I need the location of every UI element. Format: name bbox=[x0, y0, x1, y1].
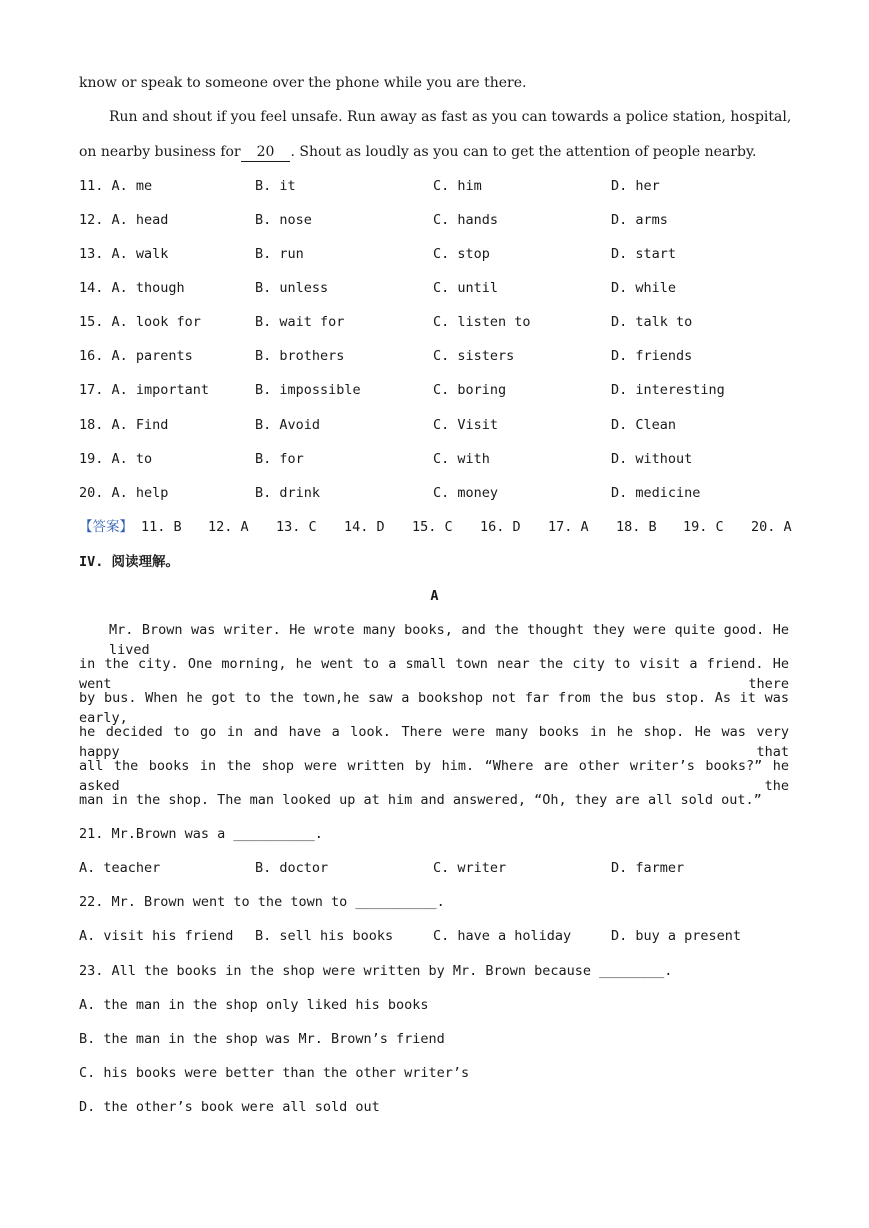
option-b: B. Avoid bbox=[255, 417, 321, 433]
option-c: C. Visit bbox=[433, 417, 499, 433]
question-number: 13. bbox=[79, 246, 104, 262]
answer-blank: 20 bbox=[241, 143, 291, 162]
passage-line: Run and shout if you feel unsafe. Run away as fast as you can towards a police station, hospital, bbox=[109, 109, 792, 125]
answer-key bbox=[79, 517, 791, 537]
option-a bbox=[79, 449, 152, 469]
option-c: C. hands bbox=[433, 212, 499, 228]
option-d: D. farmer bbox=[611, 860, 685, 876]
passage-line: know or speak to someone over the phone while you are there. bbox=[79, 75, 527, 91]
option-a bbox=[79, 380, 209, 400]
question-number: 12. bbox=[79, 212, 104, 228]
option-d: D. arms bbox=[611, 212, 668, 228]
answer-item: 18. B bbox=[616, 519, 657, 535]
option-d: D. buy a present bbox=[611, 928, 742, 944]
option-a: A. visit his friend bbox=[79, 928, 234, 944]
option-text: A. help bbox=[111, 485, 169, 501]
question-row bbox=[79, 346, 799, 366]
option-c: C. his books were better than the other writer’s bbox=[79, 1065, 470, 1081]
option-c: C. sisters bbox=[433, 348, 515, 364]
question-number: 11. bbox=[79, 178, 104, 194]
answer-item: 14. D bbox=[344, 519, 385, 535]
section-heading: IV. 阅读理解。 bbox=[79, 554, 180, 570]
passage-line: man in the shop. The man looked up at him and answered, “Oh, they are all sold out.” bbox=[79, 792, 762, 808]
option-c: C. have a holiday bbox=[433, 928, 572, 944]
question-row bbox=[79, 380, 799, 400]
question-row bbox=[79, 278, 799, 298]
option-d: D. the other’s book were all sold out bbox=[79, 1099, 380, 1115]
option-b: B. for bbox=[255, 451, 304, 467]
option-text: A. though bbox=[111, 280, 185, 296]
option-a bbox=[79, 415, 168, 435]
question-stem: 21. Mr.Brown was a __________. bbox=[79, 826, 323, 842]
option-text: A. walk bbox=[111, 246, 169, 262]
option-d: D. without bbox=[611, 451, 693, 467]
option-b: B. drink bbox=[255, 485, 321, 501]
option-text: A. important bbox=[111, 382, 210, 398]
question-stem: 23. All the books in the shop were written by Mr. Brown because ________. bbox=[79, 963, 673, 979]
answer-item: 17. A bbox=[548, 519, 589, 535]
option-text: A. parents bbox=[111, 348, 193, 364]
option-b: B. unless bbox=[255, 280, 329, 296]
option-text: A. to bbox=[111, 451, 153, 467]
option-text: A. look for bbox=[111, 314, 201, 330]
option-d: D. start bbox=[611, 246, 677, 262]
text-segment: on nearby business for bbox=[79, 144, 241, 160]
answer-item: 11. B bbox=[141, 519, 182, 535]
option-b: B. run bbox=[255, 246, 304, 262]
answer-item: 13. C bbox=[276, 519, 317, 535]
question-number: 16. bbox=[79, 348, 104, 364]
passage-line: in the city. One morning, he went to a small town near the city to visit a friend. He went there bbox=[79, 656, 789, 692]
option-a bbox=[79, 210, 168, 230]
passage-line: by bus. When he got to the town,he saw a bookshop not far from the bus stop. As it was early, bbox=[79, 690, 789, 726]
question-row bbox=[79, 244, 799, 264]
question-row bbox=[79, 483, 799, 503]
option-c: C. him bbox=[433, 178, 482, 194]
option-c: C. listen to bbox=[433, 314, 531, 330]
question-row bbox=[79, 415, 799, 435]
option-a: A. teacher bbox=[79, 860, 161, 876]
text-segment: . Shout as loudly as you can to get the attention of people nearby. bbox=[290, 144, 757, 160]
passage-line bbox=[79, 142, 756, 162]
question-number: 15. bbox=[79, 314, 104, 330]
option-a bbox=[79, 244, 168, 264]
option-b: B. nose bbox=[255, 212, 312, 228]
option-b: B. it bbox=[255, 178, 296, 194]
question-number: 20. bbox=[79, 485, 104, 501]
question-number: 17. bbox=[79, 382, 104, 398]
option-d: D. her bbox=[611, 178, 660, 194]
answer-item: 19. C bbox=[683, 519, 724, 535]
passage-line: Mr. Brown was writer. He wrote many books, and the thought they were quite good. He lived bbox=[109, 622, 789, 658]
question-options bbox=[79, 926, 799, 946]
question-row bbox=[79, 312, 799, 332]
answer-item: 20. A bbox=[751, 519, 792, 535]
question-number: 19. bbox=[79, 451, 104, 467]
option-c: C. money bbox=[433, 485, 499, 501]
option-b: B. the man in the shop was Mr. Brown’s friend bbox=[79, 1031, 445, 1047]
option-c: C. until bbox=[433, 280, 499, 296]
option-a bbox=[79, 176, 152, 196]
option-text: A. Find bbox=[111, 417, 169, 433]
answer-item: 16. D bbox=[480, 519, 521, 535]
option-b: B. doctor bbox=[255, 860, 329, 876]
option-a bbox=[79, 312, 201, 332]
option-b: B. wait for bbox=[255, 314, 345, 330]
option-b: B. sell his books bbox=[255, 928, 394, 944]
option-a bbox=[79, 346, 193, 366]
option-d: D. friends bbox=[611, 348, 693, 364]
option-text: A. me bbox=[111, 178, 153, 194]
question-number: 18. bbox=[79, 417, 104, 433]
option-a bbox=[79, 278, 185, 298]
option-a bbox=[79, 483, 168, 503]
option-b: B. impossible bbox=[255, 382, 361, 398]
option-c: C. stop bbox=[433, 246, 490, 262]
question-stem: 22. Mr. Brown went to the town to __________. bbox=[79, 894, 445, 910]
option-c: C. boring bbox=[433, 382, 507, 398]
option-d: D. while bbox=[611, 280, 677, 296]
answer-item: 12. A bbox=[208, 519, 249, 535]
option-d: D. talk to bbox=[611, 314, 693, 330]
passage-label: A bbox=[430, 588, 439, 604]
answer-item: 15. C bbox=[412, 519, 453, 535]
option-c: C. with bbox=[433, 451, 490, 467]
option-d: D. medicine bbox=[611, 485, 701, 501]
question-row bbox=[79, 449, 799, 469]
option-d: D. Clean bbox=[611, 417, 677, 433]
question-options bbox=[79, 858, 799, 878]
option-text: A. head bbox=[111, 212, 169, 228]
passage-line: all the books in the shop were written by him. “Where are other writer’s books?” he asked the bbox=[79, 758, 789, 794]
question-number: 14. bbox=[79, 280, 104, 296]
passage-line: he decided to go in and have a look. There were many books in he shop. He was very happy that bbox=[79, 724, 789, 760]
answer-tag: 【答案】 bbox=[79, 519, 133, 535]
question-row bbox=[79, 210, 799, 230]
question-row bbox=[79, 176, 799, 196]
option-c: C. writer bbox=[433, 860, 507, 876]
option-b: B. brothers bbox=[255, 348, 345, 364]
option-a: A. the man in the shop only liked his books bbox=[79, 997, 429, 1013]
option-d: D. interesting bbox=[611, 382, 725, 398]
